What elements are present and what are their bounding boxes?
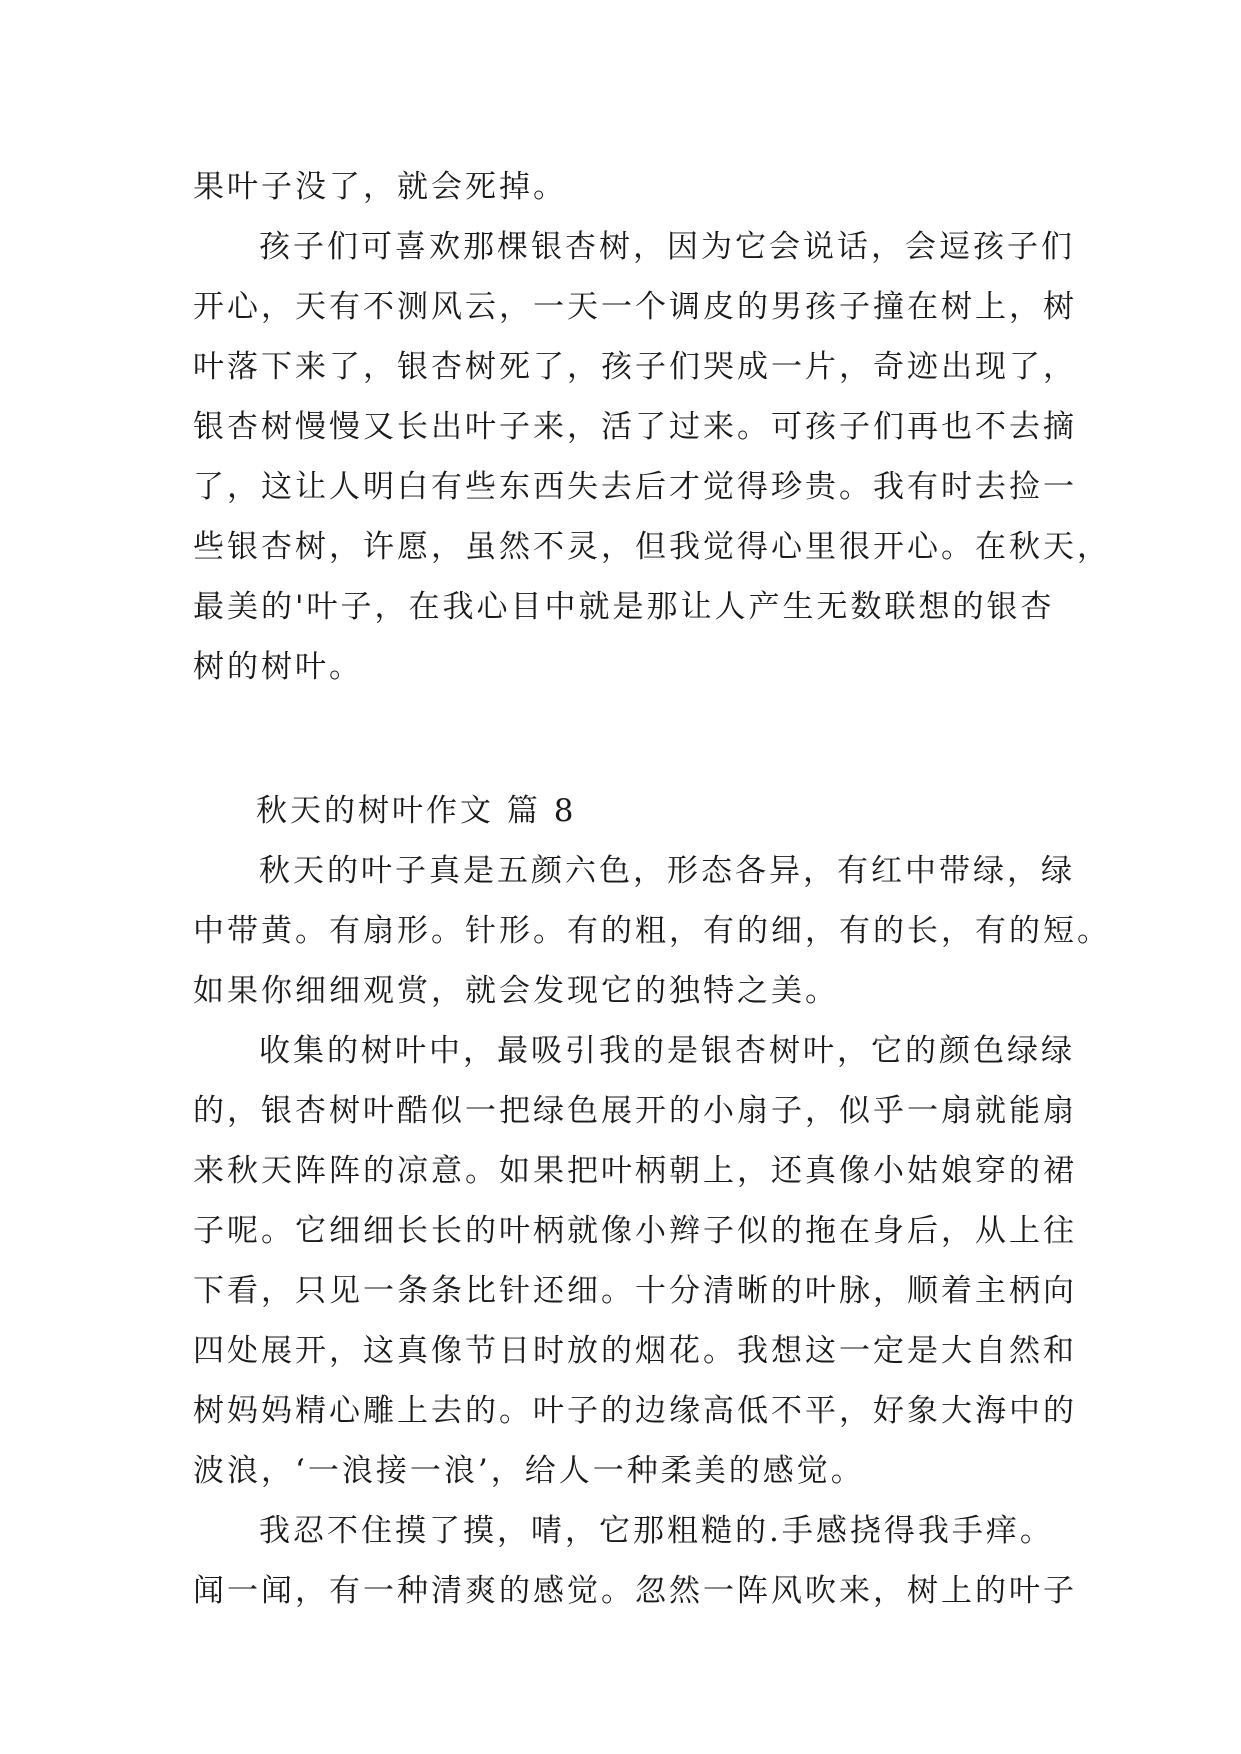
text-line: 孩子们可喜欢那棵银杏树，因为它会说话，会逗孩子们 [259,229,1075,265]
section-title: 秋天的树叶作文 篇 8 [256,793,577,829]
text-line: 下看，只见一条条比针还细。十分清晰的叶脉，顺着主柄向 [193,1273,1077,1309]
text-line: 收集的树叶中，最吸引我的是银杏树叶，它的颜色绿绿 [259,1033,1075,1069]
text-line: 叶落下来了，银杏树死了，孩子们哭成一片，奇迹出现了， [193,349,1077,385]
text-line: 来秋天阵阵的凉意。如果把叶柄朝上，还真像小姑娘穿的裙 [193,1153,1077,1189]
text-line: 果叶子没了，就会死掉。 [193,169,567,205]
text-line: 最美的'叶子，在我心目中就是那让人产生无数联想的银杏 [193,589,1055,625]
text-line: 树妈妈精心雕上去的。叶子的边缘高低不平，好象大海中的 [193,1393,1077,1429]
text-line: 秋天的叶子真是五颜六色，形态各异，有红中带绿，绿 [259,853,1075,889]
text-line: 闻一闻，有一种清爽的感觉。忽然一阵风吹来，树上的叶子 [193,1573,1077,1609]
section-gap [193,697,1053,781]
text-line: 开心，天有不测风云，一天一个调皮的男孩子撞在树上，树 [193,289,1077,325]
text-line: 树的树叶。 [193,649,363,685]
text-line: 的，银杏树叶酷似一把绿色展开的小扇子，似乎一扇就能扇 [193,1093,1077,1129]
document-body [193,157,1111,1621]
text-line: 如果你细细观赏，就会发现它的独特之美。 [193,973,839,1009]
text-line: 银杏树慢慢又长出叶子来，活了过来。可孩子们再也不去摘 [193,409,1077,445]
text-line: 中带黄。有扇形。针形。有的粗，有的细，有的长，有的短。 [193,913,1111,949]
text-line: 四处展开，这真像节日时放的烟花。我想这一定是大自然和 [193,1333,1077,1369]
text-line: 了，这让人明白有些东西失去后才觉得珍贵。我有时去捡一 [193,469,1077,505]
text-line: 波浪，‘一浪接一浪’，给人一种柔美的感觉。 [193,1453,865,1489]
text-line: 我忍不住摸了摸，啨，它那粗糙的.手感挠得我手痒。 [259,1513,1054,1549]
text-line: 子呢。它细细长长的叶柄就像小辫子似的拖在身后，从上往 [193,1213,1077,1249]
text-line: 些银杏树，许愿，虽然不灵，但我觉得心里很开心。在秋天， [193,529,1111,565]
